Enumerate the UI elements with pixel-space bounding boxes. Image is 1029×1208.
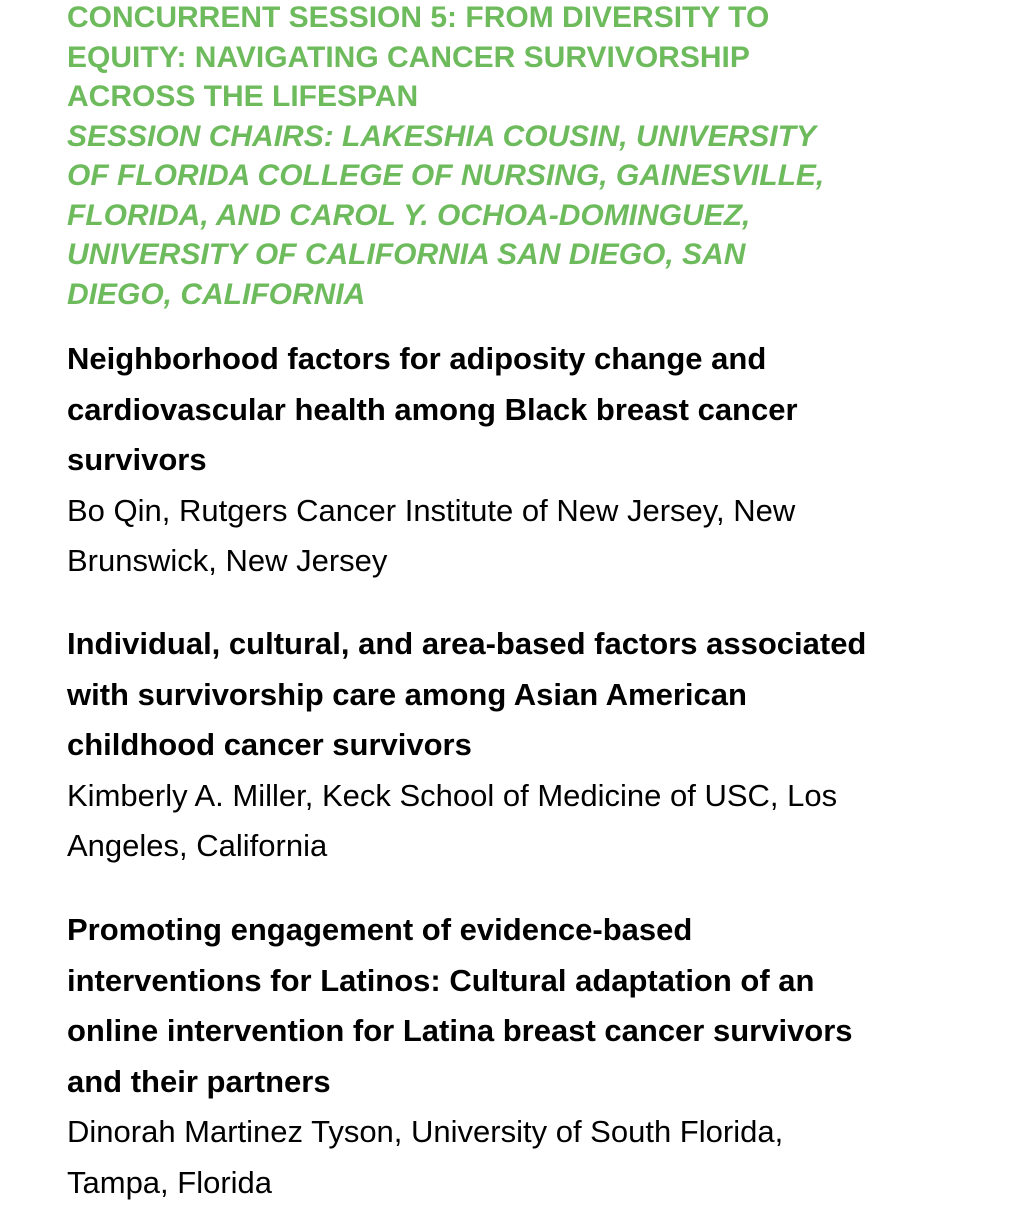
talk-author: Kimberly A. Miller, Keck School of Medicine of USC, Los Angeles, California [67, 777, 838, 863]
talk-entry [67, 905, 853, 1208]
talk-author: Dinorah Martinez Tyson, University of South Florida, Tampa, Florida [67, 1114, 784, 1200]
talk-author: Bo Qin, Rutgers Cancer Institute of New Jersey, New Brunswick, New Jersey [67, 492, 796, 578]
talk-title: Neighborhood factors for adiposity change and cardiovascular health among Black breast cancer survivors [67, 341, 798, 477]
talk-entry [67, 619, 866, 872]
talk-title: Individual, cultural, and area-based factors associated with survivorship care among Asian American childhood cancer survivors [67, 626, 867, 762]
session-title: CONCURRENT SESSION 5: FROM DIVERSITY TO EQUITY: NAVIGATING CANCER SURVIVORSHIP ACROSS THE LIFESPAN [67, 1, 770, 113]
session-chairs: SESSION CHAIRS: LAKESHIA COUSIN, UNIVERSITY OF FLORIDA COLLEGE OF NURSING, GAINESVILLE, FLORIDA, AND CAROL Y. OCHOA-DOMINGUEZ, UNIVERSITY OF CALIFORNIA SAN DIEGO, SAN DIEGO, CALIFORNIA [67, 119, 825, 311]
talk-entry [67, 334, 798, 587]
session-header [67, 0, 987, 314]
talk-title: Promoting engagement of evidence-based interventions for Latinos: Cultural adaptation of an online intervention for Latina breast cancer survivors and their partners [67, 912, 853, 1099]
document-page [67, 0, 987, 1200]
